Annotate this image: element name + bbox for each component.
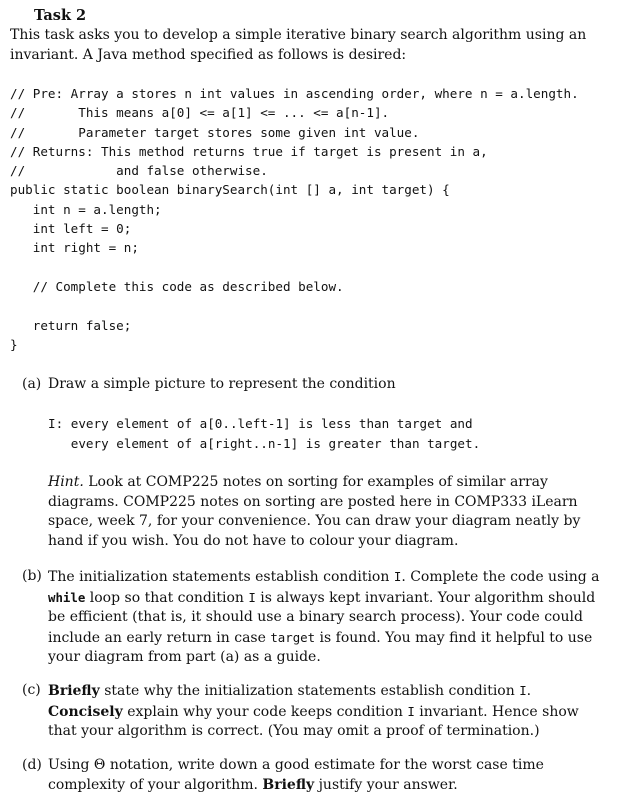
code-line: // Returns: This method returns true if target is present in a, bbox=[10, 143, 488, 159]
code-line: return false; bbox=[10, 317, 132, 333]
part-c bbox=[22, 681, 604, 742]
code-line: // and false otherwise. bbox=[10, 163, 268, 179]
part-d-text: Using Θ notation, write down a good estimate for the worst case time complexity of your algorithm. Briefly justify your answer. bbox=[48, 757, 544, 793]
part-d-label: (d) bbox=[22, 757, 42, 773]
part-a-label: (a) bbox=[22, 376, 42, 392]
code-line: int left = 0; bbox=[10, 221, 132, 237]
part-d bbox=[22, 756, 604, 795]
task-title: Task 2 bbox=[34, 7, 87, 24]
part-c-text: Briefly state why the initialization statements establish condition I. Concisely explain why your code keeps condition I invariant. Hence show that your algorithm is correct. (You may omit a proof of termination.) bbox=[48, 683, 579, 739]
code-line: // This means a[0] <= a[1] <= ... <= a[n-1]. bbox=[10, 105, 390, 121]
code-line bbox=[10, 258, 579, 277]
code-line: public static boolean binarySearch(int [] a, int target) { bbox=[10, 182, 450, 198]
part-a bbox=[22, 375, 604, 395]
part-b bbox=[22, 567, 604, 668]
code-line: } bbox=[10, 336, 18, 352]
invariant-line-2: every element of a[right..n-1] is greater than target. bbox=[48, 436, 481, 451]
code-line bbox=[10, 296, 579, 315]
part-c-label: (c) bbox=[22, 682, 41, 698]
task-intro: This task asks you to develop a simple iterative binary search algorithm using an invariant. A Java method specified as follows is desired: bbox=[10, 27, 587, 63]
code-line: // Parameter target stores some given int value. bbox=[10, 124, 420, 140]
hint-text: Look at COMP225 notes on sorting for examples of similar array diagrams. COMP225 notes on sorting are posted here in COMP333 iLearn space, week 7, for your convenience. You can draw your diagram neatly by hand if you wish. You do not have to colour your diagram. bbox=[48, 474, 581, 549]
part-b-label: (b) bbox=[22, 568, 42, 584]
code-line: int right = n; bbox=[10, 240, 139, 256]
code-line: // Complete this code as described below. bbox=[10, 278, 344, 294]
code-line: int n = a.length; bbox=[10, 201, 162, 217]
part-a-hint bbox=[48, 473, 604, 551]
part-a-text: Draw a simple picture to represent the condition bbox=[48, 376, 396, 392]
part-b-text: The initialization statements establish condition I. Complete the code using a while loop so that condition I is always kept invariant. Your algorithm should be efficient (that is, it should use a binary search process). Your code could include an early return in case target is found. You may find it helpful to use your diagram from part (a) as a guide. bbox=[48, 569, 600, 665]
code-line: // Pre: Array a stores n int values in ascending order, where n = a.length. bbox=[10, 86, 579, 101]
hint-label: Hint. bbox=[48, 474, 84, 490]
java-code-block bbox=[10, 84, 579, 354]
invariant-line-1: I: every element of a[0..left-1] is less than target and bbox=[48, 416, 473, 431]
